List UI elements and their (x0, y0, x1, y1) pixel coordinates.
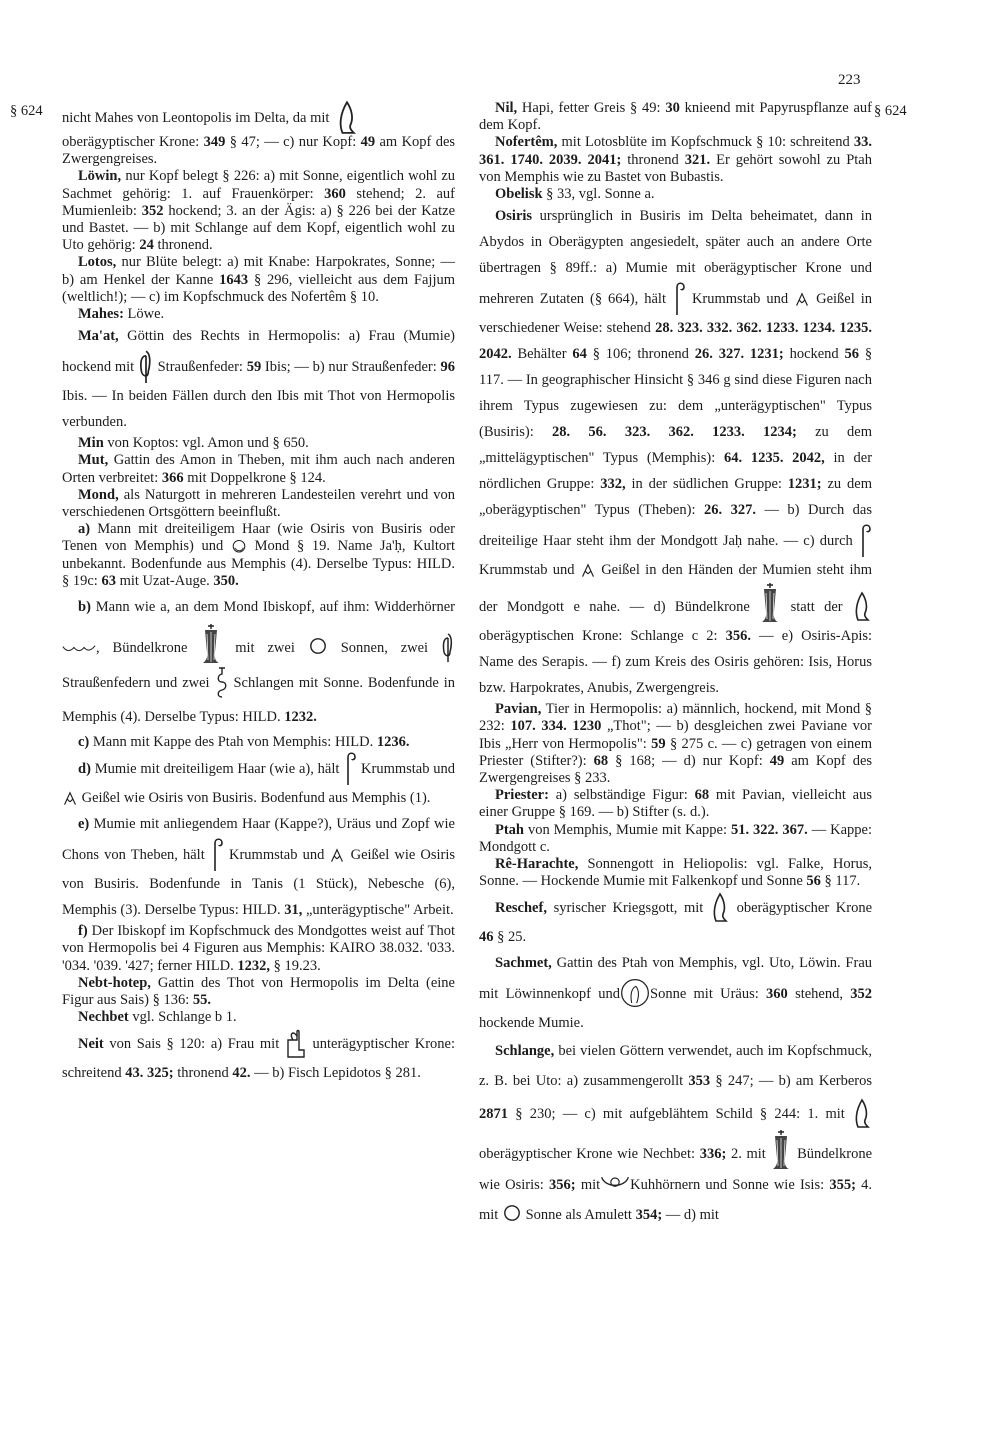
entry-heading: Mut, (78, 452, 109, 469)
entry-sachmet: Sachmet, Gattin des Ptah von Memphis, vgl. Uto, Löwin. Frau mit Löwinnenkopf und Sonne mit Uräus: 360 stehend, 352 hockende Mumie. (479, 955, 873, 1032)
flail-icon (329, 848, 345, 863)
entry-heading: Ptah (495, 821, 524, 838)
entry-lotos: Lotos, nur Blüte belegt: a) mit Knabe: Harpokrates, Sonne; — b) am Henkel der Kanne 1643 § 296, vielleicht aus dem Fajjum (weltlich!); — c) im Kopfschmuck des Nofertêm § 10. (62, 254, 456, 305)
bundle-crown-icon (200, 624, 222, 664)
entry-mahes: Mahes: Löwe. (78, 306, 165, 323)
crook-icon (210, 837, 224, 871)
entry-heading: Osiris (495, 208, 533, 225)
entry-neit: Neit von Sais § 120: a) Frau mit unterägyptischer Krone: schreitend 43. 325; thronend 42. — b) Fisch Lepidotos § 281. (62, 1026, 455, 1086)
entry-mond: Mond, als Naturgott in mehreren Landesteilen verehrt und von verschiedenen Ortsgöttern beeinflußt. (62, 486, 456, 521)
entry-heading: Reschef, (495, 900, 547, 917)
entry-mond-b: b) Mann wie a, an dem Mond Ibiskopf, auf ihm: Widderhörner , Bündelkrone mit zwei Sonnen, zwei Straußenfedern und zwei Schlangen mit Sonne. Bodenfunde in Memphis (4). Derselbe Typus: HILD. 1232. (62, 599, 456, 726)
entry-heading: Min (78, 435, 104, 452)
entry-maat: Ma'at, Göttin des Rechts in Hermopolis: a) Frau (Mumie) hockend mit Straußenfeder: 59 Ibis; — b) nur Straußenfeder: 96 Ibis. — In beiden Fällen durch den Ibis mit Thot von Hermopolis verbunden. (62, 328, 456, 431)
uraeus-icon (215, 665, 229, 699)
entry-heading: Sachmet, (495, 955, 552, 972)
entry-nechbet: Nechbet vgl. Schlange b 1. (78, 1009, 237, 1026)
entry-nebt-hotep: Nebt-hotep, Gattin des Thot von Hermopolis im Delta (eine Figur aus Sais) § 136: 55. (62, 974, 455, 1009)
entry-mut: Mut, Gattin des Amon in Theben, mit ihm auch nach anderen Orten verbreitet: 366 mit Doppelkrone § 124. (62, 452, 455, 486)
entry-pavian: Pavian, Tier in Hermopolis: a) männlich, hockend, mit Mond § 232: 107. 334. 1230 „Thot"; — b) desgleichen zwei Paviane vor Ibis „Herr von Hermopolis": 59 § 275 c. — c) getragen von einem Priester (Stifter?): 68 § 168; — d) nur Kopf: 49 am Kopf des Zwergengreises § 233. (479, 701, 873, 787)
sun-disc-icon (502, 1204, 522, 1222)
page-number: 223 (838, 72, 861, 88)
bundle-crown-icon (770, 1130, 792, 1170)
white-crown-icon (333, 100, 361, 134)
entry-mond-f: f) Der Ibiskopf im Kopfschmuck des Mondgottes weist auf Thot von Hermopolis bei 4 Figuren aus Memphis: KAIRO 38.032. '033. '034. '039. '427; ferner HILD. 1232, § 19.23. (62, 923, 456, 974)
entry-mond-e: e) Mumie mit anliegendem Haar (Kappe?), Uräus und Zopf wie Chons von Theben, hält Krummstab und Geißel wie Osiris von Busiris. Bodenfunde in Tanis (1 Stück), Nebesche (6), Memphis (3). Derselbe Typus: HILD. 31, „unterägyptische" Arbeit. (62, 816, 456, 919)
entry-heading: Löwin, (78, 168, 122, 185)
entry-ptah: Ptah von Memphis, Mumie mit Kappe: 51. 322. 367. — Kappe: Mondgott c. (479, 821, 873, 855)
flail-icon (580, 563, 596, 578)
ostrich-feather-icon (441, 630, 455, 664)
entry-heading: Schlange, (495, 1043, 555, 1060)
entry-heading: Nechbet (78, 1009, 129, 1026)
ram-horns-icon (62, 641, 96, 656)
sun-disc-icon (308, 637, 328, 655)
section-marker-right: § 624 (874, 103, 907, 119)
bundle-crown-icon (759, 583, 781, 623)
entry-priester: Priester: a) selbständige Figur: 68 mit Pavian, vielleicht aus einer Gruppe § 169. — b) Stifter (s. d.). (479, 787, 873, 821)
red-crown-icon (285, 1026, 307, 1060)
crook-icon (343, 751, 357, 785)
entry-loewin: Löwin, nur Kopf belegt § 226: a) mit Sonne, eigentlich wohl zu Sachmet gehörig: 1. auf Frauenkörper: 360 stehend; 2. auf Mumienleib: 352 hockend; 3. an der Ägis: a) § 226 bei der Katze und Bastet. — b) mit Schlange auf dem Kopf, eigentlich wohl zu Uto gehörig: 24 thronend. (62, 168, 456, 254)
entry-mond-a: a) Mann mit dreiteiligem Haar (wie Osiris von Busiris oder Tenen von Memphis) und Mond § 19. Name Ja'ḥ, Kultort unbekannt. Bodenfunde aus Memphis (4). Derselbe Typus: HILD. § 19c: 63 mit Uzat-Auge. 350. (62, 521, 456, 589)
lioness-head-icon (620, 976, 650, 1010)
entry-heading: Mond, (78, 486, 119, 503)
white-crown-icon (852, 1096, 872, 1130)
entry-mond-d: d) Mumie mit dreiteiligem Haar (wie a), hält Krummstab und Geißel wie Osiris von Busiris. Bodenfund aus Memphis (1). (62, 751, 455, 811)
entry-heading: Lotos, (78, 254, 117, 271)
entry-heading: Mahes: (78, 306, 124, 323)
entry-nil: Nil, Hapi, fetter Greis § 49: 30 knieend mit Papyruspflanze auf dem Kopf. (479, 100, 873, 134)
entry-obelisk: Obelisk § 33, vgl. Sonne a. (495, 186, 655, 203)
left-column (62, 100, 455, 1086)
entry-nofertem: Nofertêm, mit Lotosblüte im Kopfschmuck § 10: schreitend 33. 361. 1740. 2039. 2041; thronend 321. Er gehört sowohl zu Ptah von Memphis wie zu Bastet von Bubastis. (479, 134, 873, 185)
entry-heading: Ma'at, (78, 328, 119, 345)
flail-icon (794, 292, 810, 307)
entry-mond-c: c) Mann mit Kappe des Ptah von Memphis: HILD. 1236. (78, 734, 410, 751)
flail-icon (62, 791, 78, 806)
entry-re-harachte: Rê-Harachte, Sonnengott in Heliopolis: vgl. Falke, Horus, Sonne. — Hockende Mumie mit Falkenkopf und Sonne 56 § 117. (479, 856, 873, 890)
ostrich-feather-icon (138, 349, 154, 383)
entry-schlange: Schlange, bei vielen Göttern verwendet, auch im Kopfschmuck, z. B. bei Uto: a) zusammengerollt 353 § 247; — b) am Kerberos 2871 § 230; — c) mit aufgeblähtem Schild § 244: 1. mit oberägyptischer Krone wie Nechbet: 336; 2. mit Bündelkrone wie Osiris: 356; mit Kuhhörnern und Sonne wie Isis: 355; 4. mit Sonne als Amulett 354; — d) mit (479, 1043, 873, 1224)
section-marker-left: § 624 (10, 103, 43, 119)
moon-disc-icon (231, 539, 247, 554)
right-column (479, 100, 872, 1230)
cow-horns-icon (600, 1174, 630, 1192)
crook-icon (672, 281, 686, 315)
entry-lowe-cont: nicht Mahes von Leontopolis im Delta, da mit (62, 100, 455, 134)
entry-reschef: Reschef, syrischer Kriegsgott, mit oberägyptischer Krone 46 § 25. (479, 890, 872, 950)
entry-lowe-cont-2: oberägyptischer Krone: 349 § 47; — c) nur Kopf: 49 am Kopf des Zwergengreises. (62, 134, 456, 168)
entry-heading: Nofertêm, (495, 134, 558, 151)
white-crown-icon (852, 589, 872, 623)
entry-heading: Priester: (495, 787, 549, 804)
entry-heading: Nil, (495, 100, 518, 116)
entry-heading: Rê-Harachte, (495, 856, 579, 873)
entry-heading: Nebt-hotep, (78, 974, 151, 991)
entry-osiris: Osiris ursprünglich in Busiris im Delta beheimatet, dann in Abydos in Oberägypten angesiedelt, später auch an andere Orte übertragen § 89ff.: a) Mumie mit oberägyptischer Krone und mehreren Zutaten (§ 664), hält Krummstab und Geißel in verschiedener Weise: stehend 28. 323. 332. 362. 1233. 1234. 1235. 2042. Behälter 64 § 106; thronend 26. 327. 1231; hockend 56 § 117. — In geographischer Hinsicht § 346 g sind diese Figuren nach ihrem Typus zugewiesen zu: dem „unterägyptischen" Typus (Busiris): 28. 56. 323. 362. 1233. 1234; zu dem „mittelägyptischen" Typus (Memphis): 64. 1235. 2042, in der nördlichen Gruppe: 332, in der südlichen Gruppe: 1231; zu dem „oberägyptischen" Typus (Theben): 26. 327. — b) Durch das dreiteilige Haar steht ihm der Mondgott Jaḥ nahe. — c) durch Krummstab und Geißel in den Händen der Mumien steht ihm der Mondgott e nahe. — d) Bündelkrone statt der oberägyptischen Krone: Schlange c 2: 356. — e) Osiris-Apis: Name des Serapis. — f) zum Kreis des Osiris gehören: Isis, Horus bzw. Harpokrates, Anubis, Zwergengreis. (479, 208, 873, 697)
crook-icon (858, 523, 872, 557)
entry-heading: Obelisk (495, 186, 543, 203)
white-crown-icon (710, 890, 730, 924)
entry-heading: Pavian, (495, 701, 542, 718)
entry-min: Min von Koptos: vgl. Amon und § 650. (78, 435, 309, 452)
entry-heading: Neit (78, 1036, 104, 1053)
